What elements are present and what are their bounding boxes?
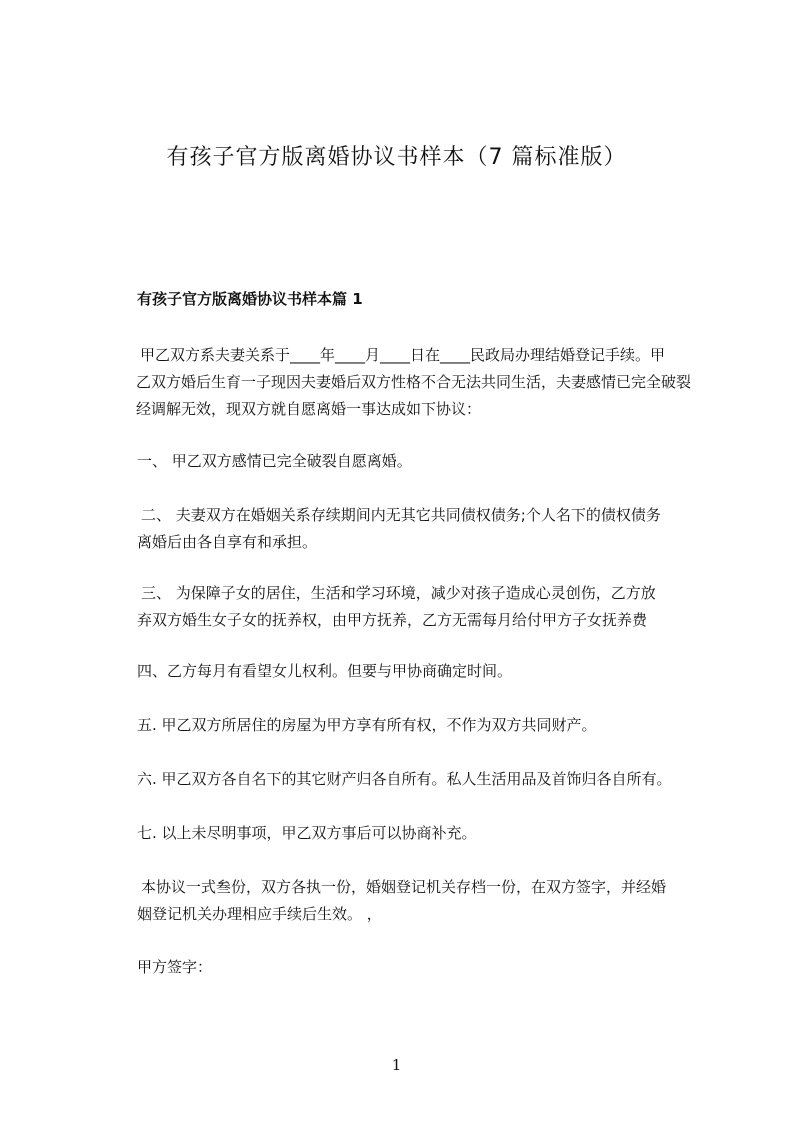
clause-1 [137, 448, 412, 475]
clause-line: 七. 以上未尽明事项，甲乙双方事后可以协商补充。 [137, 824, 477, 842]
page-number: 1 [391, 1056, 402, 1074]
clause-line: 弃双方婚生女子女的抚养权，由甲方抚养，乙方无需每月给付甲方子女抚养费 [137, 611, 648, 629]
clause-line: 离婚后由各自享有和承担。 [137, 533, 318, 551]
clause-line: 三、 为保障子女的居住，生活和学习环境，减少对孩子造成心灵创伤，乙方放 [141, 584, 656, 602]
closing-line: 本协议一式叁份，双方各执一份，婚姻登记机关存档一份，在双方签字，并经婚 [141, 878, 667, 896]
clause-2 [137, 502, 661, 556]
clause-3 [137, 580, 656, 634]
clause-line: 一、 甲乙双方感情已完全破裂自愿离婚。 [137, 452, 412, 470]
clause-line: 五. 甲乙双方所居住的房屋为甲方享有所有权，不作为双方共同财产。 [137, 716, 597, 734]
intro-line: 甲乙双方系夫妻关系于____年____月____日在____民政局办理结婚登记手续。甲 [140, 346, 666, 364]
document-title: 有孩子官方版离婚协议书样本（7 篇标准版） [166, 145, 627, 170]
clause-line: 四、乙方每月有看望女儿权利。但要与甲协商确定时间。 [137, 662, 513, 680]
clause-4 [137, 658, 512, 685]
clause-line: 六. 甲乙双方各自名下的其它财产归各自所有。私人生活用品及首饰归各自所有。 [137, 770, 672, 788]
clause-line: 二、 夫妻双方在婚姻关系存续期间内无其它共同债权债务;个人名下的债权债务 [141, 506, 661, 524]
clause-7 [137, 820, 477, 847]
signature-party-a [137, 954, 212, 981]
section-heading: 有孩子官方版离婚协议书样本篇 1 [137, 290, 363, 308]
closing-paragraph [137, 874, 666, 928]
intro-line: 经调解无效，现双方就自愿离婚一事达成如下协议： [136, 400, 482, 418]
intro-paragraph [136, 342, 691, 423]
intro-line: 乙双方婚后生育一子现因夫妻婚后双方性格不合无法共同生活，夫妻感情已完全破裂 [136, 373, 692, 391]
signature-label: 甲方签字： [137, 958, 213, 976]
clause-5 [137, 712, 597, 739]
clause-6 [137, 766, 672, 793]
closing-line: 姻登记机关办理相应手续后生效。 ， [137, 905, 382, 923]
